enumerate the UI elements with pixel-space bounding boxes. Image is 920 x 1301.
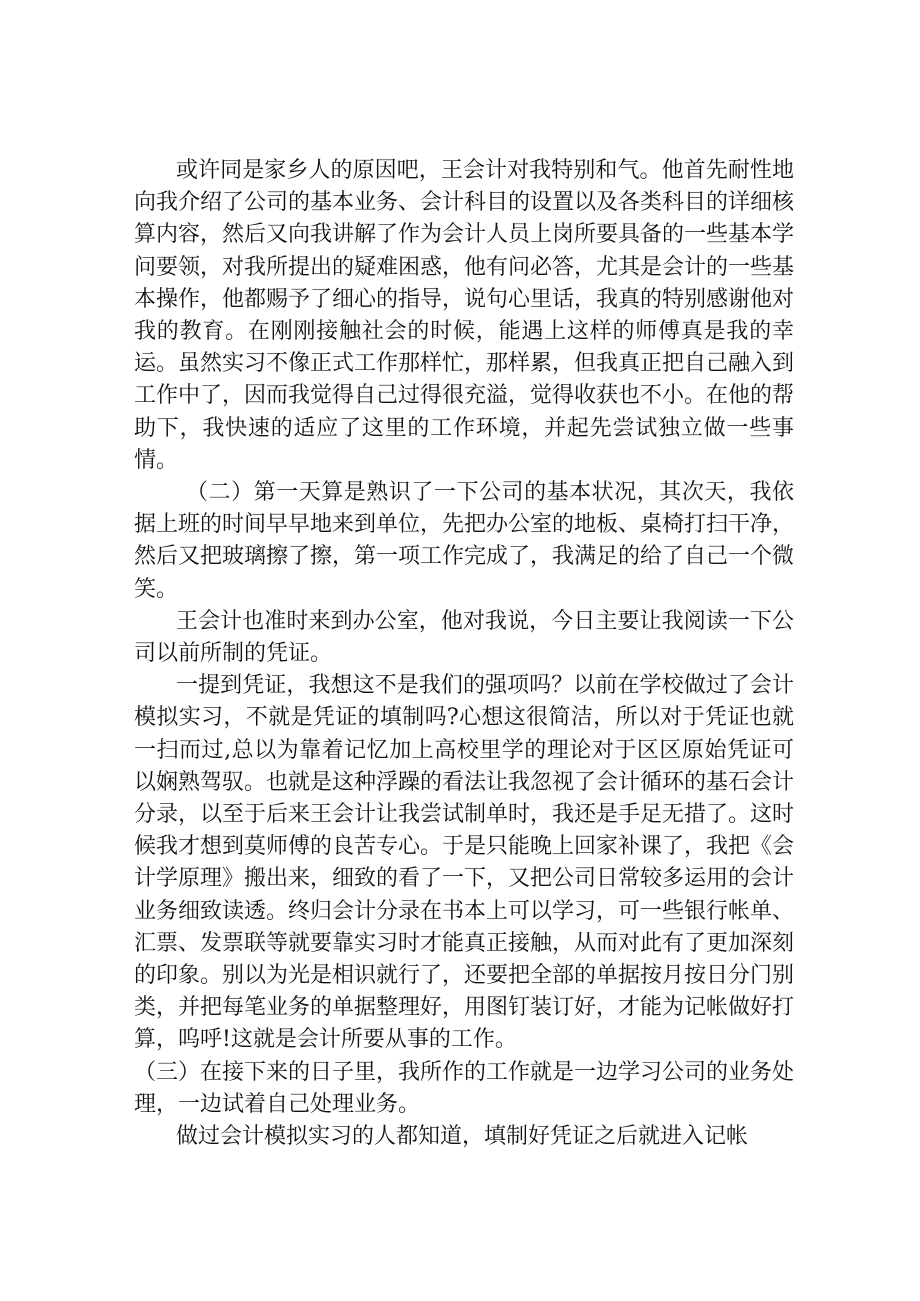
paragraph-2: （二）第一天算是熟识了一下公司的基本状况，其次天，我依据上班的时间早早地来到单位，先把办公室的地板、桌椅打扫干净，然后又把玻璃擦了擦，第一项工作完成了，我满足的给了自己一个微笑。 xyxy=(134,480,795,602)
body-text xyxy=(134,155,794,1153)
paragraph-4: 一提到凭证，我想这不是我们的强项吗？以前在学校做过了会计模拟实习，不就是凭证的填制吗?心想这很简洁，所以对于凭证也就一扫而过,总以为靠着记忆加上高校里学的理论对于区区原始凭证可以娴熟驾驭。也就是这种浮躁的看法让我忽视了会计循环的基石会计分录，以至于后来王会计让我尝试制单时，我还是手足无措了。这时候我才想到莫师傅的良苦专心。于是只能晚上回家补课了，我把《会计学原理》搬出来，细致的看了一下，又把公司日常较多运用的会计业务细致读透。终归会计分录在书本上可以学习，可一些银行帐单、汇票、发票联等就要靠实习时才能真正接触，从而对此有了更加深刻的印象。别以为光是相识就行了，还要把全部的单据按月按日分门别类，并把每笔业务的单据整理好，用图钉装订好，才能为记帐做好打算，呜呼!这就是会计所要从事的工作。 xyxy=(134,673,795,1053)
paragraph-1: 或许同是家乡人的原因吧，王会计对我特别和气。他首先耐性地向我介绍了公司的基本业务、会计科目的设置以及各类科目的详细核算内容，然后又向我讲解了作为会计人员上岗所要具备的一些基本学问要领，对我所提出的疑难困惑，他有问必答，尤其是会计的一些基本操作，他都赐予了细心的指导，说句心里话，我真的特别感谢他对我的教育。在刚刚接触社会的时候，能遇上这样的师傅真是我的幸运。虽然实习不像正式工作那样忙，那样累，但我真正把自己融入到工作中了，因而我觉得自己过得很充溢，觉得收获也不小。在他的帮助下，我快速的适应了这里的工作环境，并起先尝试独立做一些事情。 xyxy=(134,158,795,473)
paragraph-6: 做过会计模拟实习的人都知道，填制好凭证之后就进入记帐 xyxy=(176,1124,749,1150)
paragraph-3: 王会计也准时来到办公室，他对我说，今日主要让我阅读一下公司以前所制的凭证。 xyxy=(134,608,794,667)
paragraph-5: （三）在接下来的日子里，我所作的工作就是一边学习公司的业务处理，一边试着自己处理业务。 xyxy=(134,1059,795,1117)
